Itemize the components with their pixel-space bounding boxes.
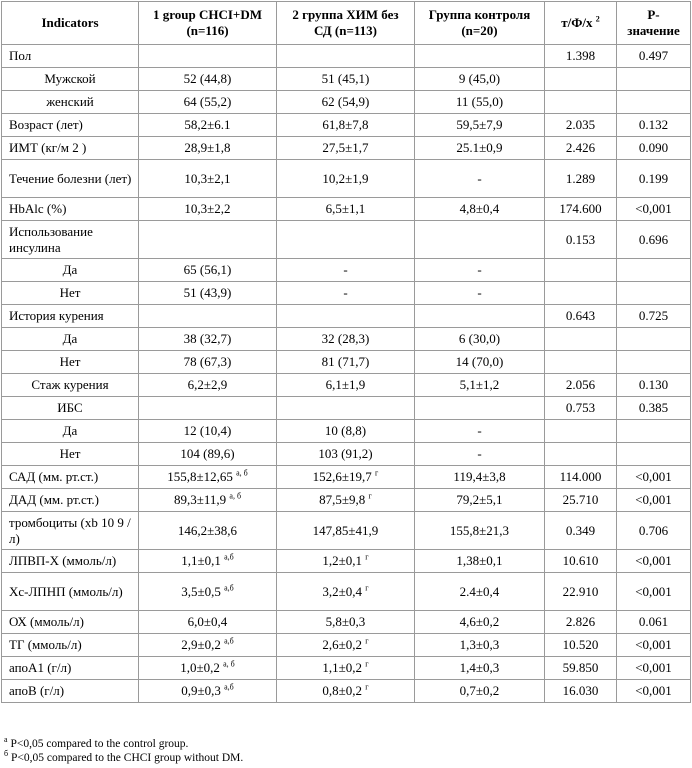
cell-stat: 0.753 [545, 397, 617, 420]
cell-stat [545, 443, 617, 466]
cell-group1: 89,3±11,9 $^{а, б}$ [139, 489, 277, 512]
cell-p: <0,001 [617, 573, 691, 611]
row-label: Нет [2, 282, 139, 305]
cell-control: 14 (70,0) [415, 351, 545, 374]
cell-group2: 3,2±0,4 $^г$ [277, 573, 415, 611]
cell-stat: 0.643 [545, 305, 617, 328]
cell-p: <0,001 [617, 680, 691, 703]
table-row [2, 550, 691, 573]
row-label: Возраст (лет) [2, 114, 139, 137]
cell-p: 0.725 [617, 305, 691, 328]
cell-group1 [139, 45, 277, 68]
table-row [2, 45, 691, 68]
cell-group1 [139, 397, 277, 420]
cell-group2 [277, 45, 415, 68]
cell-control: 2.4±0,4 [415, 573, 545, 611]
cell-group1: 52 (44,8) [139, 68, 277, 91]
cell-group2 [277, 305, 415, 328]
cell-control: 1,3±0,3 [415, 634, 545, 657]
cell-control [415, 397, 545, 420]
cell-stat: 174.600 [545, 198, 617, 221]
cell-group2: 62 (54,9) [277, 91, 415, 114]
cell-group2: 32 (28,3) [277, 328, 415, 351]
cell-group2: 6,1±1,9 [277, 374, 415, 397]
table-row [2, 160, 691, 198]
cell-group2: 103 (91,2) [277, 443, 415, 466]
row-label: Хс-ЛПНП (ммоль/л) [2, 573, 139, 611]
cell-p: <0,001 [617, 466, 691, 489]
cell-group2: 87,5±9,8 $^г$ [277, 489, 415, 512]
cell-group2 [277, 221, 415, 259]
table-row [2, 91, 691, 114]
cell-p: <0,001 [617, 657, 691, 680]
cell-control: 9 (45,0) [415, 68, 545, 91]
row-label: ОХ (ммоль/л) [2, 611, 139, 634]
cell-p: 0.497 [617, 45, 691, 68]
cell-p [617, 443, 691, 466]
cell-stat [545, 68, 617, 91]
cell-group1: 12 (10,4) [139, 420, 277, 443]
data-table [1, 1, 691, 703]
header-indicators: Indicators [2, 2, 139, 45]
cell-stat [545, 328, 617, 351]
cell-control: 5,1±1,2 [415, 374, 545, 397]
cell-p [617, 91, 691, 114]
cell-group1 [139, 221, 277, 259]
cell-group1: 146,2±38,6 [139, 512, 277, 550]
table-row [2, 68, 691, 91]
table-row [2, 680, 691, 703]
table-row [2, 512, 691, 550]
cell-p [617, 282, 691, 305]
cell-group2: 81 (71,7) [277, 351, 415, 374]
table-row [2, 198, 691, 221]
cell-group1: 10,3±2,2 [139, 198, 277, 221]
cell-group2: 152,6±19,7 $^г$ [277, 466, 415, 489]
cell-group1: 104 (89,6) [139, 443, 277, 466]
cell-group1: 78 (67,3) [139, 351, 277, 374]
row-label: Стаж курения [2, 374, 139, 397]
cell-p [617, 420, 691, 443]
cell-group1: 6,2±2,9 [139, 374, 277, 397]
table-row [2, 351, 691, 374]
table-row [2, 634, 691, 657]
cell-group1 [139, 305, 277, 328]
cell-group1: 65 (56,1) [139, 259, 277, 282]
cell-group1: 64 (55,2) [139, 91, 277, 114]
table-row [2, 221, 691, 259]
cell-stat [545, 420, 617, 443]
header-p: P-значение [617, 2, 691, 45]
row-label: Да [2, 259, 139, 282]
footnote-b [4, 751, 243, 765]
cell-p: 0.090 [617, 137, 691, 160]
cell-p: <0,001 [617, 550, 691, 573]
cell-stat: 2.826 [545, 611, 617, 634]
cell-p: 0.706 [617, 512, 691, 550]
row-label: HbAlc (%) [2, 198, 139, 221]
cell-p: <0,001 [617, 634, 691, 657]
cell-stat: 10.520 [545, 634, 617, 657]
row-label: Да [2, 420, 139, 443]
cell-p [617, 328, 691, 351]
cell-control: 11 (55,0) [415, 91, 545, 114]
row-label: ТГ (ммоль/л) [2, 634, 139, 657]
cell-p: 0.130 [617, 374, 691, 397]
cell-p: 0.385 [617, 397, 691, 420]
cell-group2: 6,5±1,1 [277, 198, 415, 221]
cell-stat: 25.710 [545, 489, 617, 512]
cell-group2: 1,2±0,1 $^г$ [277, 550, 415, 573]
cell-stat: 2.426 [545, 137, 617, 160]
cell-p: <0,001 [617, 489, 691, 512]
table-row [2, 657, 691, 680]
cell-stat: 10.610 [545, 550, 617, 573]
footnote-a [4, 737, 243, 751]
row-label: апоА1 (г/л) [2, 657, 139, 680]
row-label: апоВ (г/л) [2, 680, 139, 703]
cell-p: 0.061 [617, 611, 691, 634]
cell-group1: 1,1±0,1 $^{а,б}$ [139, 550, 277, 573]
row-label: тромбоциты (xb 10 9 /л) [2, 512, 139, 550]
cell-stat: 22.910 [545, 573, 617, 611]
row-label: Течение болезни (лет) [2, 160, 139, 198]
cell-control: 25.1±0,9 [415, 137, 545, 160]
cell-p: 0.132 [617, 114, 691, 137]
footnote-text: P<0,05 compared to the CHCI group without DM. [10, 752, 244, 764]
header-stat: т/Ф/x $^2$ [545, 2, 617, 45]
cell-control: 79,2±5,1 [415, 489, 545, 512]
cell-stat: 0.153 [545, 221, 617, 259]
table-row [2, 466, 691, 489]
cell-group2: 10 (8,8) [277, 420, 415, 443]
cell-p [617, 351, 691, 374]
cell-p: 0.199 [617, 160, 691, 198]
cell-group2: 51 (45,1) [277, 68, 415, 91]
row-label: ИМТ (кг/м 2 ) [2, 137, 139, 160]
row-label: Использование инсулина [2, 221, 139, 259]
cell-stat [545, 259, 617, 282]
table-row [2, 282, 691, 305]
cell-group2: - [277, 259, 415, 282]
table-row [2, 573, 691, 611]
footnote-mark: а [4, 735, 8, 745]
cell-group2: - [277, 282, 415, 305]
table-row [2, 305, 691, 328]
footnote-mark: б [4, 749, 9, 759]
cell-stat: 59.850 [545, 657, 617, 680]
cell-stat: 1.289 [545, 160, 617, 198]
table-row [2, 489, 691, 512]
cell-control: - [415, 443, 545, 466]
header-control: Группа контроля (n=20) [415, 2, 545, 45]
cell-control: 1,4±0,3 [415, 657, 545, 680]
cell-control: 119,4±3,8 [415, 466, 545, 489]
cell-group2: 10,2±1,9 [277, 160, 415, 198]
cell-control [415, 305, 545, 328]
cell-group1: 58,2±6.1 [139, 114, 277, 137]
row-label: ЛПВП-Х (ммоль/л) [2, 550, 139, 573]
cell-group1: 2,9±0,2 $^{а,б}$ [139, 634, 277, 657]
cell-stat: 16.030 [545, 680, 617, 703]
row-label: САД (мм. рт.ст.) [2, 466, 139, 489]
row-label: ИБС [2, 397, 139, 420]
footnotes [4, 737, 243, 765]
cell-group1: 38 (32,7) [139, 328, 277, 351]
cell-control: 155,8±21,3 [415, 512, 545, 550]
cell-stat: 1.398 [545, 45, 617, 68]
cell-p: 0.696 [617, 221, 691, 259]
row-label: женский [2, 91, 139, 114]
cell-stat [545, 91, 617, 114]
cell-group2: 5,8±0,3 [277, 611, 415, 634]
table-body [2, 45, 691, 703]
cell-control: - [415, 259, 545, 282]
table-row [2, 114, 691, 137]
table-row [2, 137, 691, 160]
table-row [2, 397, 691, 420]
header-row [2, 2, 691, 45]
cell-p: <0,001 [617, 198, 691, 221]
cell-group2: 147,85±41,9 [277, 512, 415, 550]
row-label: Нет [2, 351, 139, 374]
cell-control: 1,38±0,1 [415, 550, 545, 573]
cell-group1: 155,8±12,65 $^{а, б}$ [139, 466, 277, 489]
cell-group1: 6,0±0,4 [139, 611, 277, 634]
row-label: Да [2, 328, 139, 351]
footnote-text: P<0,05 compared to the control group. [10, 738, 189, 750]
table-row [2, 443, 691, 466]
cell-group2: 61,8±7,8 [277, 114, 415, 137]
row-label: Мужской [2, 68, 139, 91]
cell-group2: 27,5±1,7 [277, 137, 415, 160]
cell-group1: 1,0±0,2 $^{а, б}$ [139, 657, 277, 680]
table-row [2, 374, 691, 397]
row-label: ДАД (мм. рт.ст.) [2, 489, 139, 512]
cell-control: - [415, 282, 545, 305]
cell-control: 0,7±0,2 [415, 680, 545, 703]
cell-group1: 0,9±0,3 $^{а,б}$ [139, 680, 277, 703]
cell-p [617, 259, 691, 282]
cell-group1: 10,3±2,1 [139, 160, 277, 198]
cell-control: 4,8±0,4 [415, 198, 545, 221]
row-label: История курения [2, 305, 139, 328]
table-row [2, 259, 691, 282]
cell-group1: 28,9±1,8 [139, 137, 277, 160]
cell-stat: 0.349 [545, 512, 617, 550]
cell-stat [545, 282, 617, 305]
table-row [2, 611, 691, 634]
cell-stat [545, 351, 617, 374]
cell-group2: 1,1±0,2 $^г$ [277, 657, 415, 680]
header-group2: 2 группа ХИМ без СД (n=113) [277, 2, 415, 45]
cell-group1: 51 (43,9) [139, 282, 277, 305]
row-label: Пол [2, 45, 139, 68]
cell-group1: 3,5±0,5 $^{а,б}$ [139, 573, 277, 611]
table-row [2, 328, 691, 351]
header-group1: 1 group CHCI+DM (n=116) [139, 2, 277, 45]
cell-control [415, 45, 545, 68]
row-label: Нет [2, 443, 139, 466]
cell-group2: 2,6±0,2 $^г$ [277, 634, 415, 657]
cell-control: - [415, 160, 545, 198]
cell-p [617, 68, 691, 91]
cell-stat: 2.056 [545, 374, 617, 397]
cell-control: 4,6±0,2 [415, 611, 545, 634]
cell-group2: 0,8±0,2 $^г$ [277, 680, 415, 703]
cell-control: 6 (30,0) [415, 328, 545, 351]
cell-stat: 2.035 [545, 114, 617, 137]
cell-group2 [277, 397, 415, 420]
cell-stat: 114.000 [545, 466, 617, 489]
table-row [2, 420, 691, 443]
cell-control: - [415, 420, 545, 443]
cell-control [415, 221, 545, 259]
cell-control: 59,5±7,9 [415, 114, 545, 137]
